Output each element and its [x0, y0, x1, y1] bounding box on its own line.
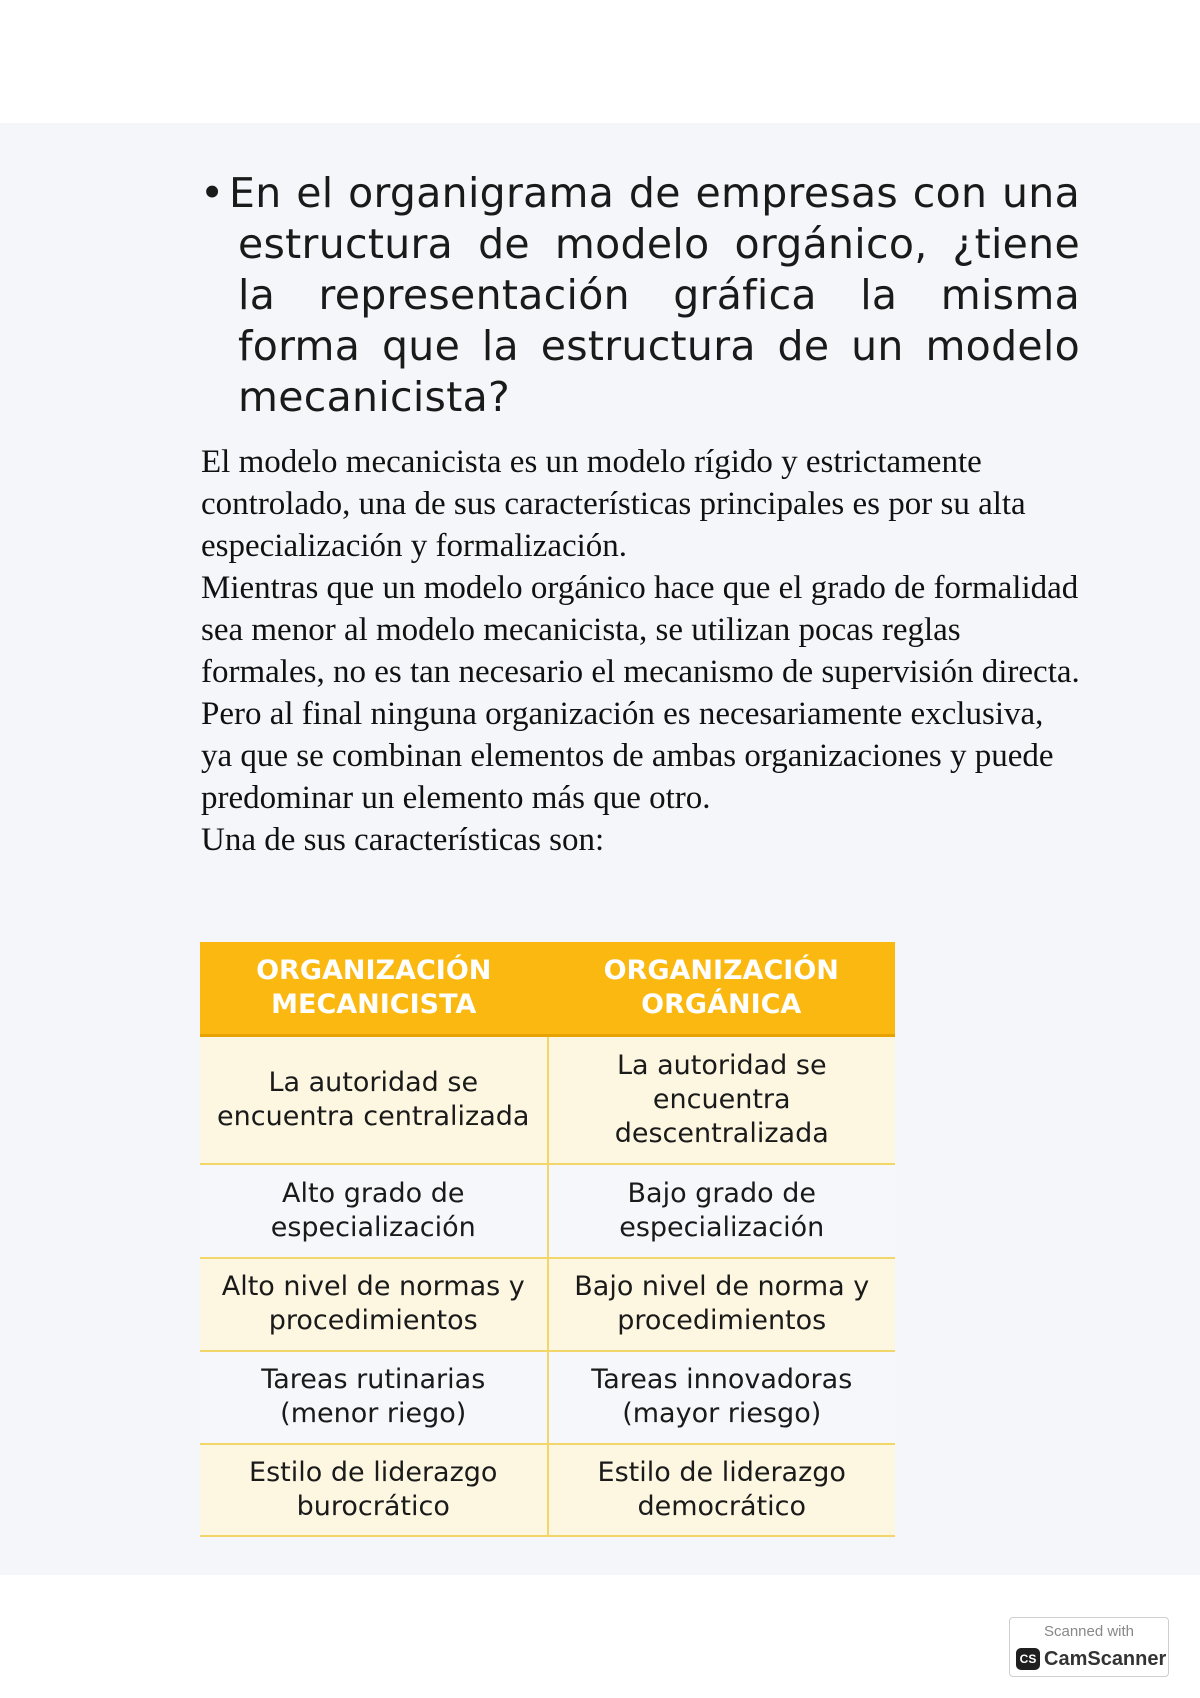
table-cell: Alto nivel de normas y procedimientos	[200, 1258, 548, 1351]
camscanner-logo-icon: CS	[1016, 1648, 1040, 1670]
table-header-row	[200, 942, 895, 1036]
question-text: En el organigrama de empresas con una estructura de modelo orgánico, ¿tiene la representación gráfica la misma forma que la estructura de un modelo mecanicista?	[229, 169, 1080, 421]
paragraph: El modelo mecanicista es un modelo rígido y estrictamente controlado, una de sus características principales es por su alta especialización y formalización.	[201, 444, 1026, 564]
paragraph: Mientras que un modelo orgánico hace que el grado de formalidad sea menor al modelo mecanicista, se utilizan pocas reglas formales, no es tan necesario el mecanismo de supervisión directa.	[201, 570, 1080, 690]
paragraph: Una de sus características son:	[201, 822, 605, 858]
watermark-brand: CamScanner	[1044, 1648, 1167, 1670]
table-cell: Bajo grado de especialización	[548, 1164, 896, 1258]
header-organica: ORGANIZACIÓN ORGÁNICA	[548, 942, 896, 1036]
table-row	[200, 1351, 895, 1444]
table-row	[200, 1036, 895, 1164]
watermark-caption: Scanned with	[1043, 1623, 1135, 1640]
table-row	[200, 1258, 895, 1351]
table-cell: La autoridad se encuentra centralizada	[200, 1036, 548, 1164]
body-text	[201, 441, 1081, 861]
table-cell: Bajo nivel de norma y procedimientos	[548, 1258, 896, 1351]
table-cell: Alto grado de especialización	[200, 1164, 548, 1258]
camscanner-watermark	[1009, 1617, 1169, 1677]
paragraph: Pero al final ninguna organización es necesariamente exclusiva, ya que se combinan elementos de ambas organizaciones y puede predominar un elemento más que otro.	[201, 696, 1054, 816]
table-cell: La autoridad se encuentra descentralizada	[548, 1036, 896, 1164]
question-block	[200, 168, 1080, 423]
table-cell: Tareas rutinarias (menor riego)	[200, 1351, 548, 1444]
table-row	[200, 1444, 895, 1536]
comparison-table	[200, 942, 895, 1537]
bullet: •	[200, 169, 225, 217]
table-row	[200, 1164, 895, 1258]
header-mecanicista: ORGANIZACIÓN MECANICISTA	[200, 942, 548, 1036]
table-cell: Tareas innovadoras (mayor riesgo)	[548, 1351, 896, 1444]
table-cell: Estilo de liderazgo democrático	[548, 1444, 896, 1536]
table-cell: Estilo de liderazgo burocrático	[200, 1444, 548, 1536]
